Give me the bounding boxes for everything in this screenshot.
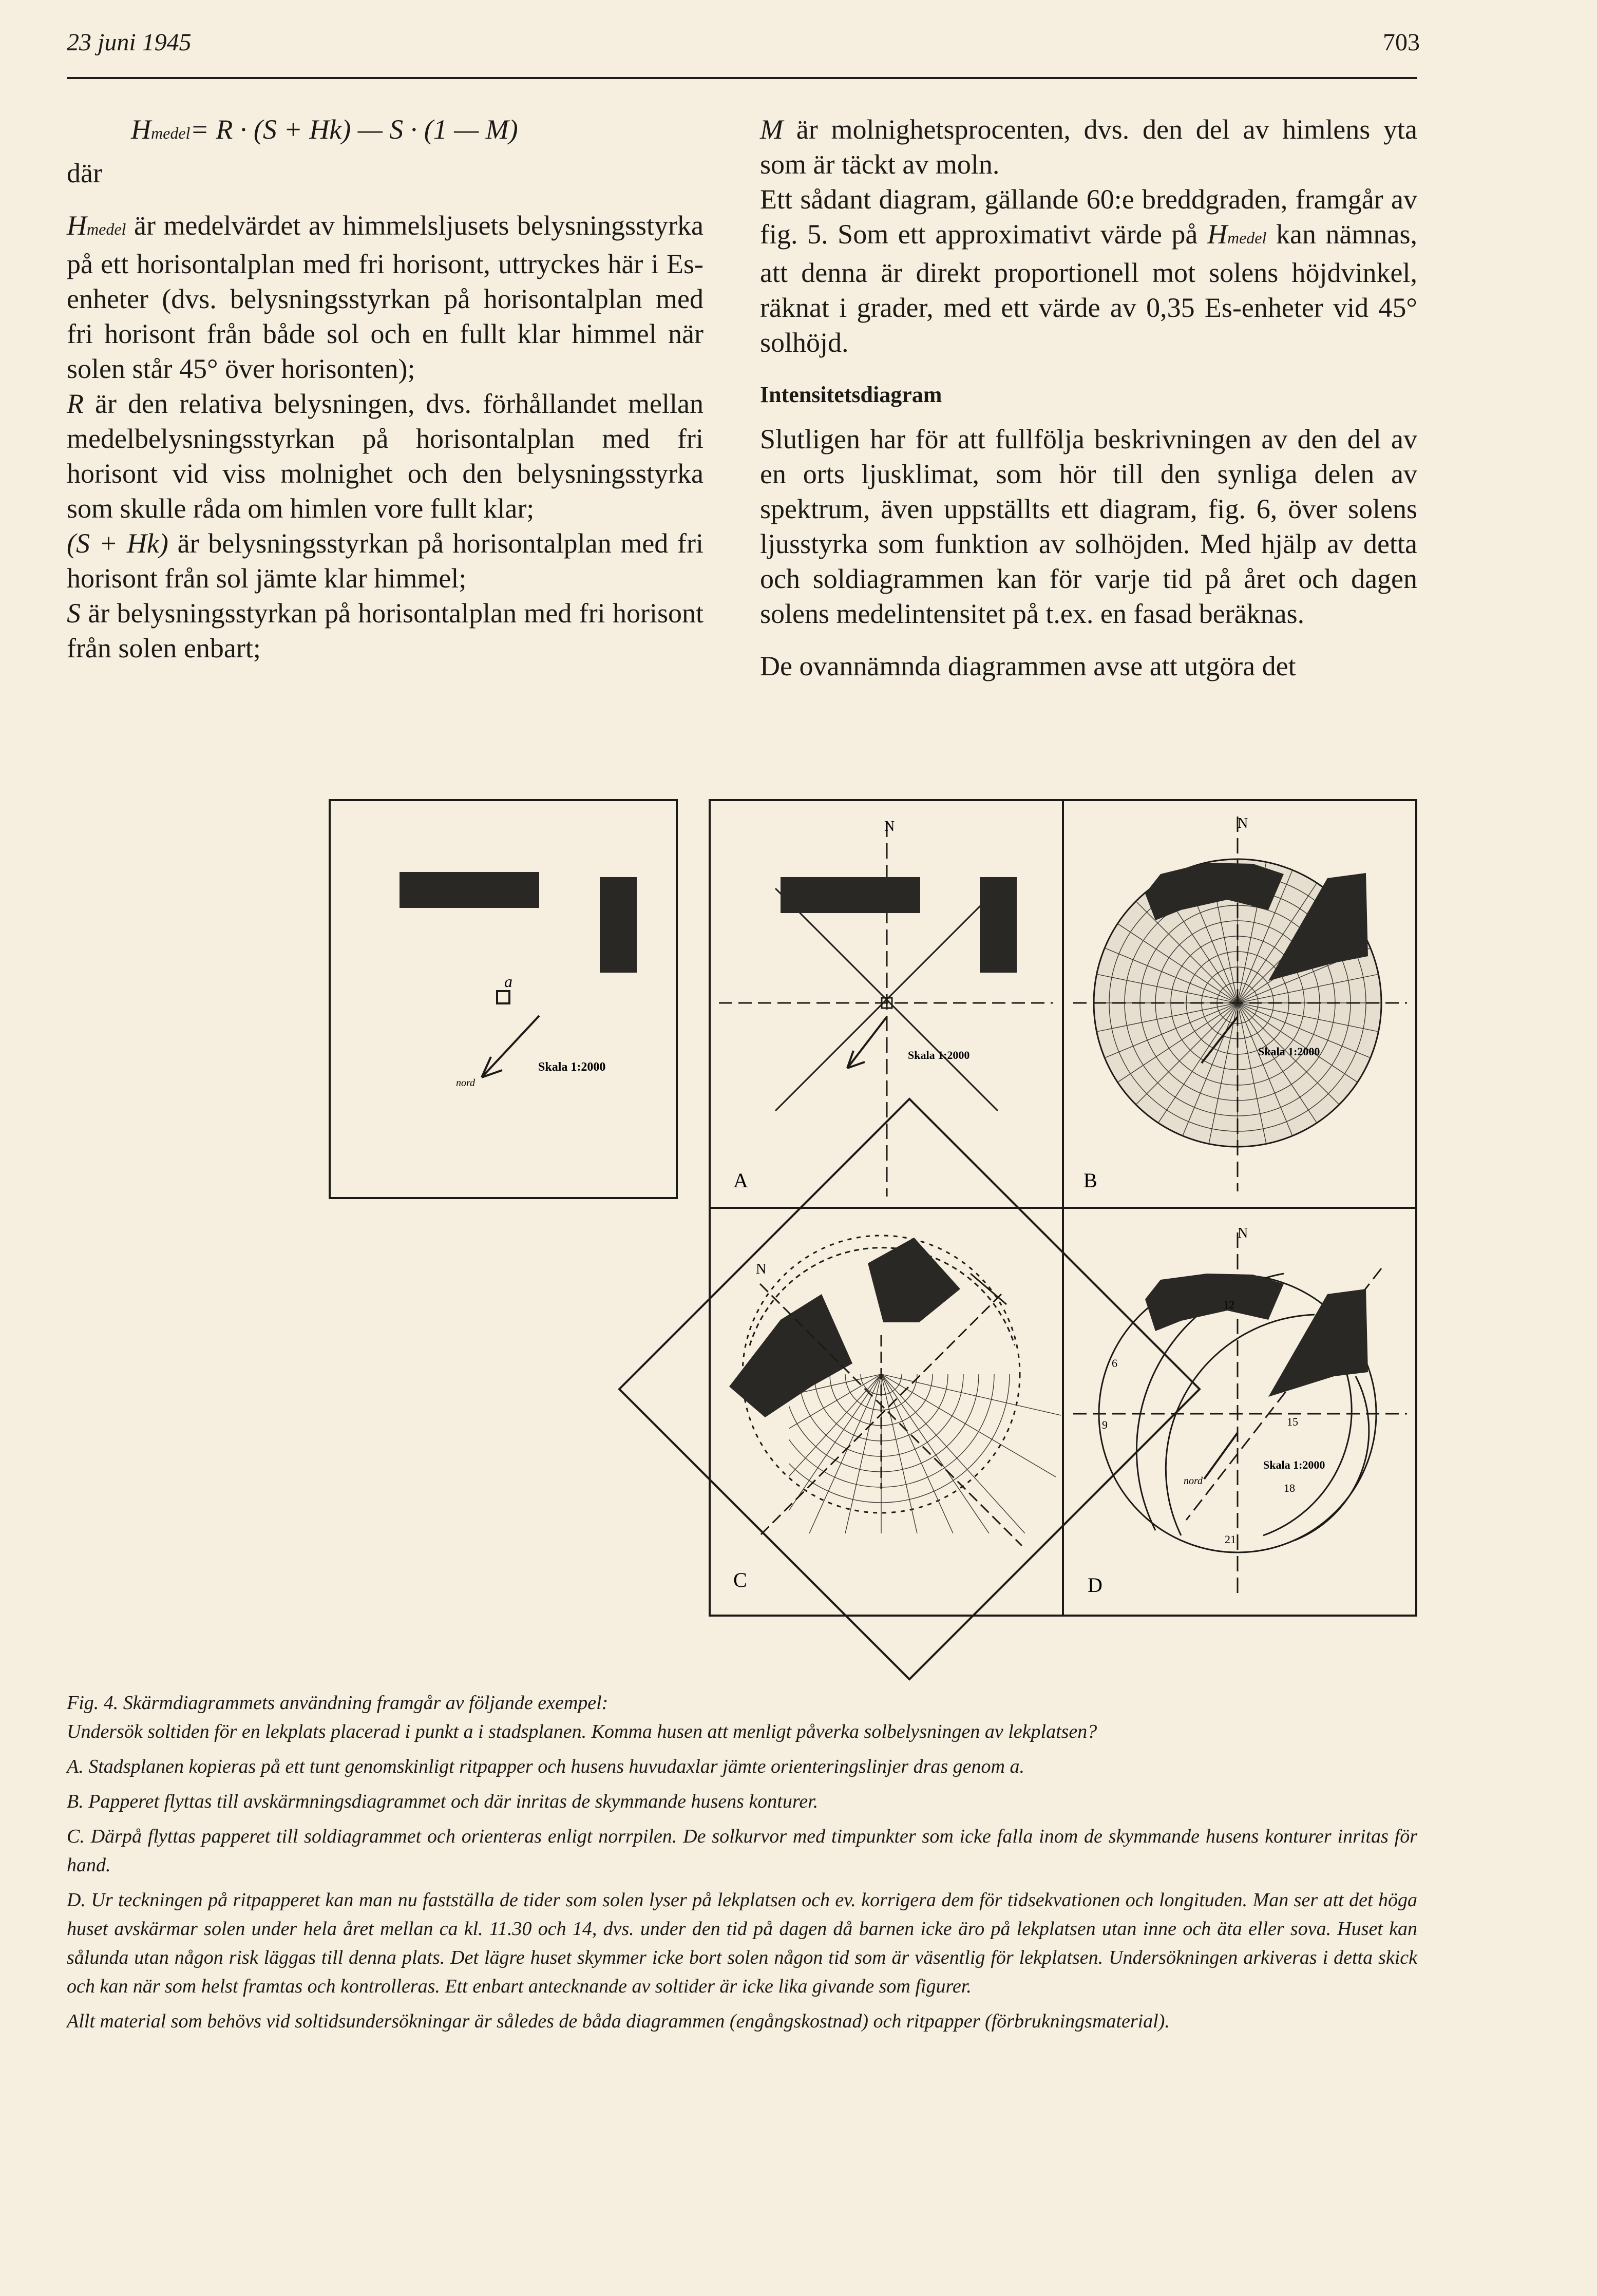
caption-step-a: A. Stadsplanen kopieras på ett tunt genomskinligt ritpapper och husens huvudaxlar jämte orienteringslinjer dras genom a. <box>67 1756 1024 1777</box>
hour-label: 15 <box>1287 1415 1298 1428</box>
hour-label: 18 <box>1284 1482 1295 1494</box>
tall-building-shadow <box>729 1294 852 1417</box>
north-label: N <box>756 1261 767 1277</box>
panel-c <box>619 1099 1200 1679</box>
low-building-shadow <box>868 1238 960 1322</box>
scale-label: Skala 1:2000 <box>1263 1458 1325 1471</box>
north-arrow-label: nord <box>1184 1475 1203 1487</box>
hour-label: 12 <box>1223 1298 1234 1311</box>
north-label: N <box>1238 1225 1248 1241</box>
figure-caption <box>67 1688 1417 2036</box>
caption-question: Undersök soltiden för en lekplats placerad i punkt a i stadsplanen. Komma husen att menligt påverka solbelysningen av lekplatsen? <box>67 1721 1097 1742</box>
hour-label: 21 <box>1225 1533 1236 1546</box>
rotated-tracing-paper <box>619 1099 1200 1679</box>
hour-label: 6 <box>1112 1357 1117 1370</box>
definition-s-hk: (S + Hk) är belysningsstyrkan på horisontalplan med fri horisont från sol jämte klar himmel; <box>67 528 704 594</box>
scale-label: Skala 1:2000 <box>1258 1045 1320 1058</box>
north-label: N <box>884 819 895 834</box>
panel-label-c: C <box>733 1568 747 1591</box>
low-building-shadow <box>1268 1289 1368 1397</box>
city-plan-panel <box>330 800 677 1198</box>
panel-d <box>1073 1225 1407 1597</box>
panel-a <box>719 819 1053 1197</box>
definition-m: M är molnighetsprocenten, dvs. den del av himlens yta som är täckt av moln. <box>760 114 1417 180</box>
caption-footer: Allt material som behövs vid soltidsundersökningar är således de båda diagrammen (engångskostnad) och ritpapper (förbrukningsmaterial). <box>67 2010 1170 2032</box>
tall-building-shadow <box>1145 1274 1284 1331</box>
formula: Hmedel= R · (S + Hk) — S · (1 — M) <box>131 114 518 145</box>
definition-s: S är belysningsstyrkan på horisontalplan med fri horisont från solen enbart; <box>67 598 704 663</box>
scale-label: Skala 1:2000 <box>538 1060 606 1074</box>
paragraph-intensity: Slutligen har för att fullfölja beskrivningen av den del av en orts ljusklimat, som hör till den synliga delen av spektrum, även uppställts ett diagram, fig. 6, över solens ljusstyrka som funktion av solhöjden. Med hjälp av detta och soldiagrammen kan för varje tid på året och dagen solens medelintensitet på t.ex. en fasad beräknas. <box>760 424 1417 629</box>
subheading-intensitetsdiagram: Intensitetsdiagram <box>760 382 942 407</box>
point-a-marker <box>497 991 509 1003</box>
hour-label: 9 <box>1102 1418 1108 1431</box>
dar-label: där <box>67 158 102 188</box>
panel-label-b: B <box>1083 1169 1097 1192</box>
definition-h-medel: Hmedel är medelvärdet av himmelsljusets belysningsstyrka på ett horisontalplan med fri horisont, uttryckes här i Es-enheter (dvs. belysningsstyrkan på horisontalplan med fri horisont från både sol och en fullt klar himmel när solen står 45° över horisonten); <box>67 210 704 384</box>
paragraph-closing: De ovannämnda diagrammen avse att utgöra det <box>760 651 1296 681</box>
point-a-label: a <box>504 972 512 991</box>
panel-label-a: A <box>733 1169 748 1192</box>
caption-step-b: B. Papperet flyttas till avskärmningsdiagrammet och där inritas de skymmande husens konturer. <box>67 1791 819 1812</box>
paragraph-diagram: Ett sådant diagram, gällande 60:e breddgraden, framgår av fig. 5. Som ett approximativt värde på Hmedel kan nämnas, att denna är direkt proportionell mot solens höjdvinkel, räknat i grader, med ett värde av 0,35 Es-enheter vid 45° solhöjd. <box>760 184 1418 358</box>
running-header-date: 23 juni 1945 <box>67 29 192 56</box>
tall-building-block <box>400 872 539 908</box>
definition-r: R är den relativa belysningen, dvs. förhållandet mellan medelbelysningsstyrkan på horisontalplan med fri horisont vid viss molnighet och den belysningsstyrka som skulle råda om himlen vore fullt klar; <box>67 388 704 524</box>
panel-label-d: D <box>1088 1573 1102 1597</box>
north-arrow-label: nord <box>456 1077 476 1089</box>
caption-title: Fig. 4. Skärmdiagrammets användning framgår av följande exempel: <box>67 1692 609 1714</box>
north-label: N <box>1238 815 1248 831</box>
page-number: 703 <box>1383 29 1420 56</box>
panel-b <box>1073 815 1407 1192</box>
low-building-block <box>600 877 637 973</box>
caption-step-d: D. Ur teckningen på ritpapperet kan man nu fastställa de tider som solen lyser på lekplatsen och ev. korrigera dem för tidsekvationen och longituden. Man ser att det höga huset avskärmar solen under hela året mellan ca kl. 11.30 och 14, dvs. under den tid på dagen då barnen icke äro på lekplatsen utan inne och äta eller sova. Huset kan sålunda utan någon risk läggas till denna plats. Det lägre huset skymmer icke bort solen någon tid som är väsentlig för lekplatsen. Undersökningen arkiveras i detta skick och kan när som helst framtas och kontrolleras. Ett enbart antecknande av soltider är icke lika givande som figurer. <box>67 1889 1417 1997</box>
caption-step-c: C. Därpå flyttas papperet till soldiagrammet och orienteras enligt norrpilen. De solkurvor med timpunkter som icke falla inom de skymmande husens konturer inritas för hand. <box>67 1826 1417 1876</box>
scale-label: Skala 1:2000 <box>908 1049 970 1061</box>
